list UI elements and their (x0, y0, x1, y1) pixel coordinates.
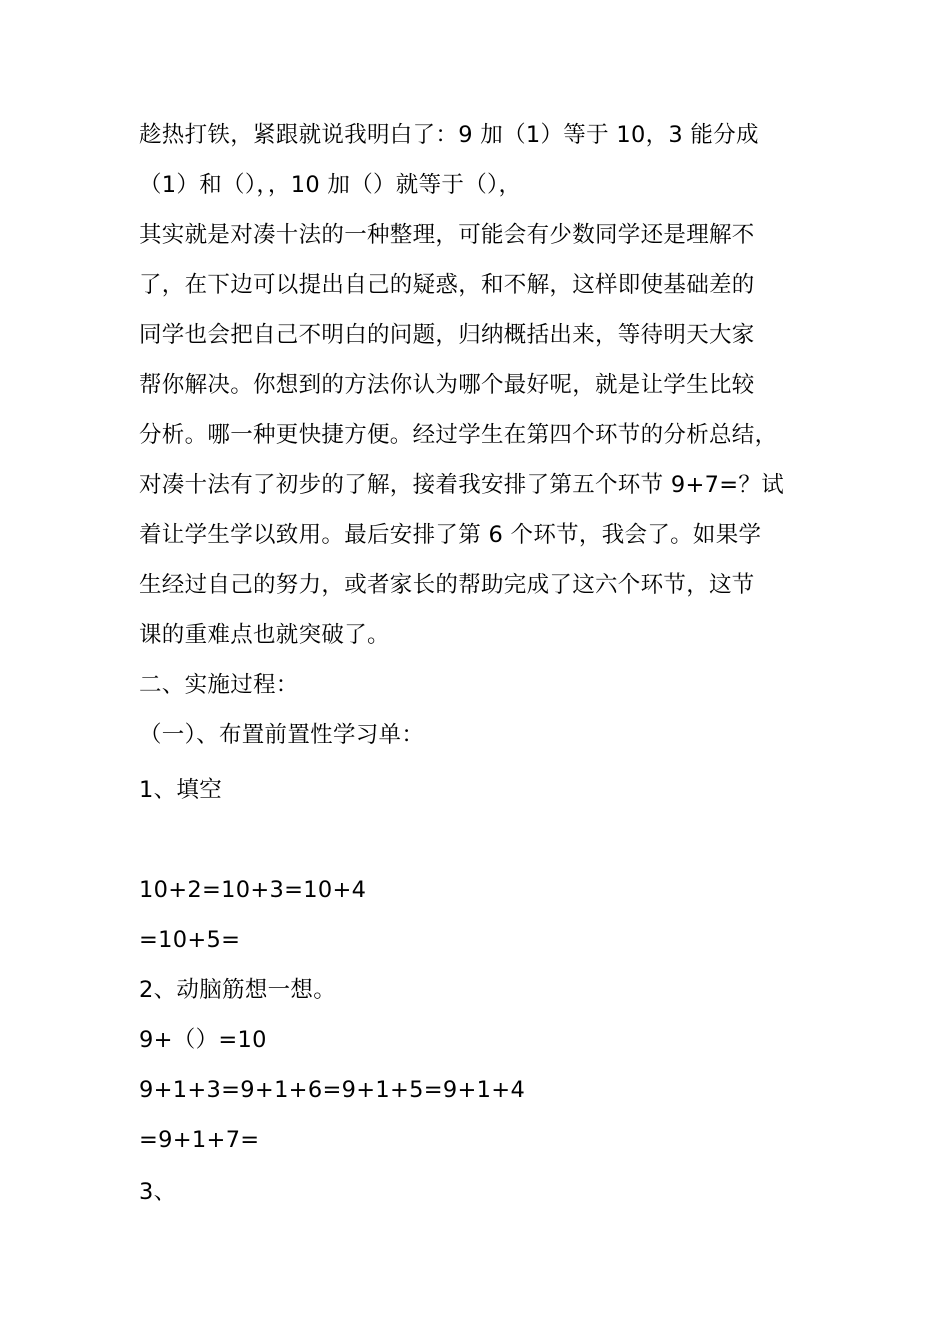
paragraph-line: （1）和（），，10 加（）就等于（）， (139, 172, 522, 198)
paragraph-line: 课的重难点也就突破了。 (139, 622, 390, 648)
subsection-heading: （一）、布置前置性学习单： (139, 722, 425, 748)
section-heading: 二、实施过程： (139, 672, 299, 698)
item1-equation: 10+2=10+3=10+4 (139, 877, 367, 903)
paragraph-line: 分析。哪一种更快捷方便。经过学生在第四个环节的分析总结， (139, 422, 778, 448)
paragraph-line: 对凑十法有了初步的了解，接着我安排了第五个环节 9+7=？试 (139, 472, 784, 498)
paragraph-line: 趁热打铁，紧跟就说我明白了：9 加（1）等于 10，3 能分成 (139, 122, 759, 148)
paragraph-line: 着让学生学以致用。最后安排了第 6 个环节，我会了。如果学 (139, 522, 762, 548)
paragraph-line: 了，在下边可以提出自己的疑惑，和不解，这样即使基础差的 (139, 272, 755, 298)
item2-title: 2、动脑筋想一想。 (139, 977, 337, 1003)
item2-equation: =9+1+7= (139, 1127, 260, 1153)
item1-equation: =10+5= (139, 927, 241, 953)
item2-equation: 9+1+3=9+1+6=9+1+5=9+1+4 (139, 1077, 526, 1103)
item1-title: 1、填空 (139, 777, 223, 803)
paragraph-line: 其实就是对凑十法的一种整理，可能会有少数同学还是理解不 (139, 222, 755, 248)
item3-title: 3、 (139, 1179, 177, 1205)
paragraph-line: 同学也会把自己不明白的问题，归纳概括出来，等待明天大家 (139, 322, 755, 348)
paragraph-line: 帮你解决。你想到的方法你认为哪个最好呢，就是让学生比较 (139, 372, 755, 398)
paragraph-line: 生经过自己的努力，或者家长的帮助完成了这六个环节，这节 (139, 572, 755, 598)
item2-equation: 9+（）=10 (139, 1027, 267, 1053)
